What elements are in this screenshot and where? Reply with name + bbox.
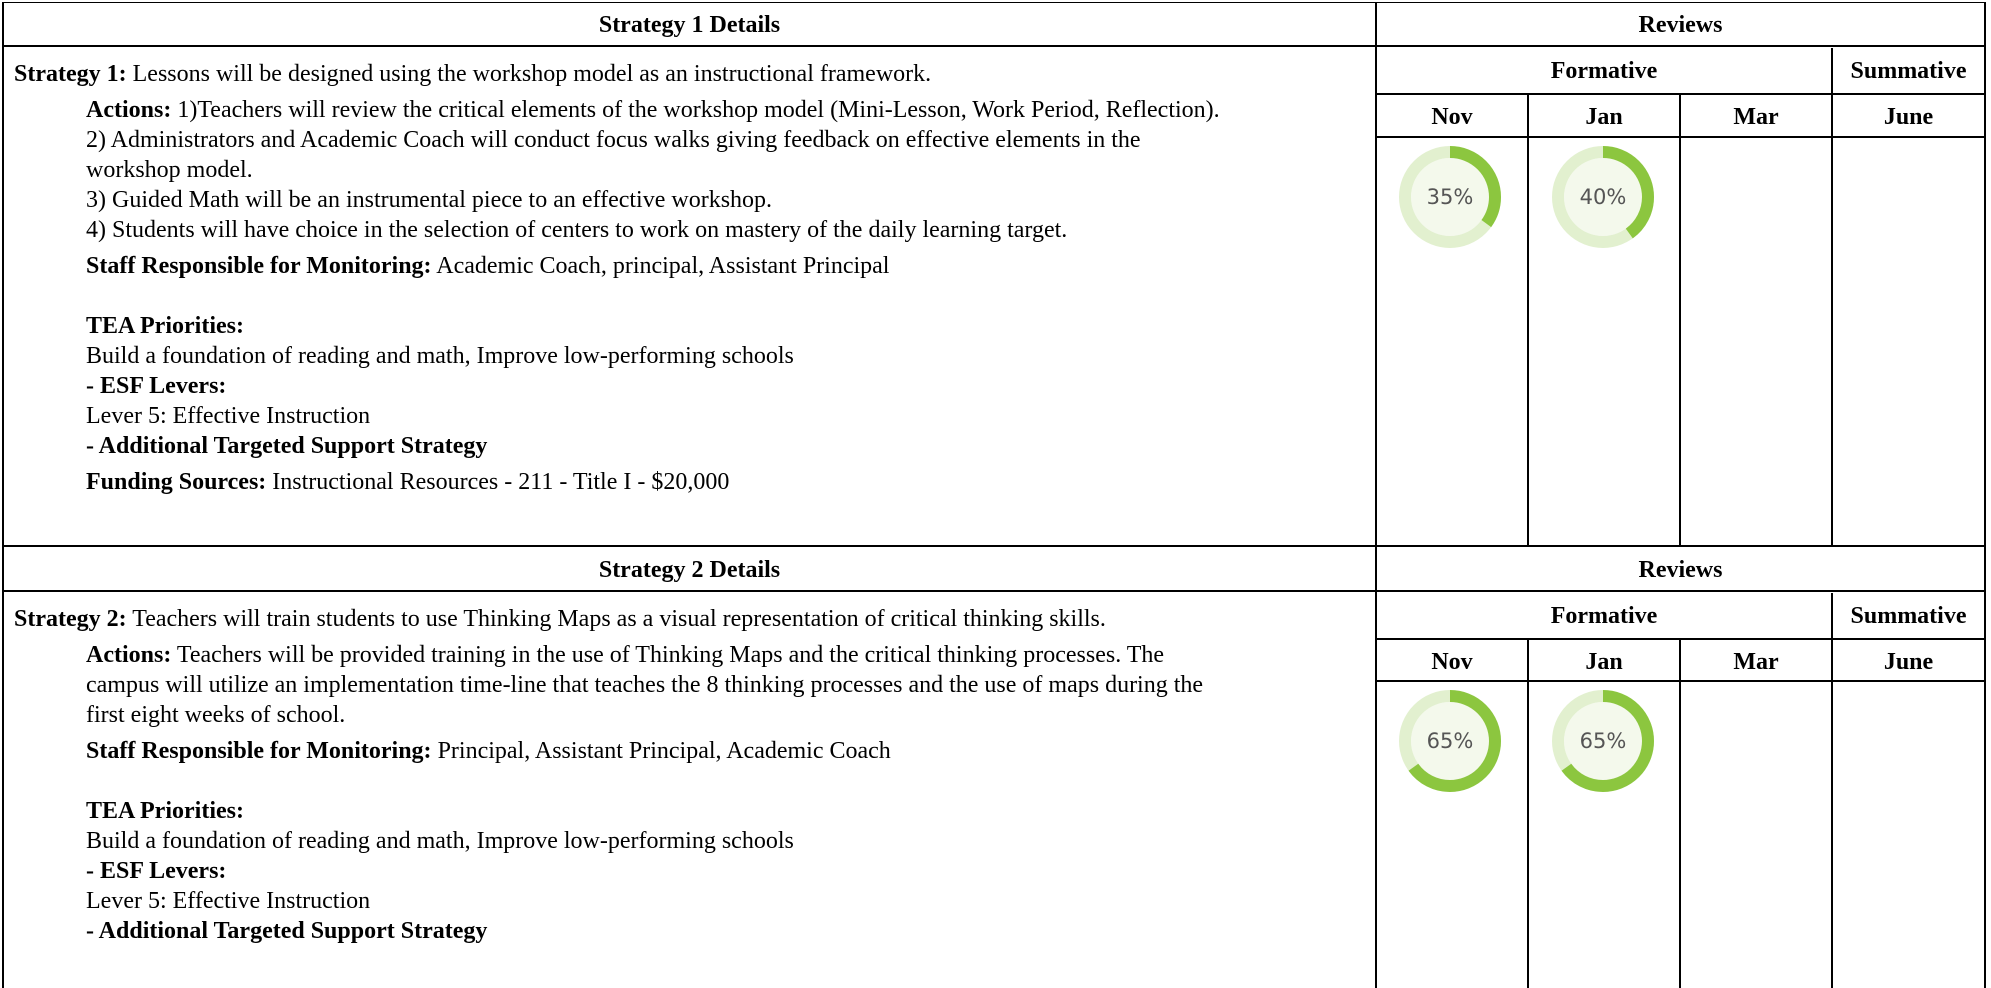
donut-percent-label: 40%: [1579, 185, 1627, 209]
month-header-nov: Nov: [1431, 104, 1473, 130]
grid-line: [1375, 638, 1984, 640]
grid-line: [1679, 640, 1681, 988]
month-header-jan: Jan: [1585, 104, 1623, 130]
donut-percent-label: 65%: [1426, 729, 1474, 753]
funding-text: Instructional Resources - 211 - Title I - $20,000: [266, 469, 730, 495]
staff-responsible: [14, 736, 1387, 766]
actions-line: first eight weeks of school.: [86, 702, 346, 728]
actions-line: 1)Teachers will review the critical elements of the workshop model (Mini-Lesson, Work Period, Reflection).: [171, 97, 1220, 123]
month-header-mar: Mar: [1733, 649, 1779, 675]
progress-donut-nov: [1398, 689, 1502, 793]
actions-label: Actions:: [86, 642, 172, 668]
strategy-statement: [14, 59, 1387, 89]
grid-line: [1527, 640, 1529, 988]
grid-line: [1375, 680, 1984, 682]
funding-label: Funding Sources:: [86, 469, 267, 495]
staff-label: Staff Responsible for Monitoring:: [86, 253, 432, 279]
reviews-header: Reviews: [1638, 12, 1723, 38]
strategy-details: [4, 59, 1387, 497]
summative-header: Summative: [1850, 603, 1967, 629]
strategy-2-table: [2, 545, 1986, 988]
actions-label: Actions:: [86, 97, 172, 123]
actions-line: 3) Guided Math will be an instrumental piece to an effective workshop.: [86, 187, 773, 213]
staff-text: Academic Coach, principal, Assistant Principal: [431, 253, 890, 279]
esf-label: - ESF Levers:: [86, 373, 227, 399]
actions-line: 4) Students will have choice in the selection of centers to work on mastery of the daily learning target.: [86, 217, 1068, 243]
staff-text: Principal, Assistant Principal, Academic Coach: [431, 738, 891, 764]
staff-responsible: [14, 251, 1387, 281]
strategy-text: Teachers will train students to use Thinking Maps as a visual representation of critical thinking skills.: [126, 606, 1106, 632]
tea-priorities: [14, 311, 1387, 461]
esf-label: - ESF Levers:: [86, 858, 227, 884]
grid-line: [4, 590, 1984, 592]
strategy-statement: [14, 604, 1387, 634]
strategy-details: [4, 604, 1387, 946]
strategy-1-table: [2, 2, 1986, 547]
month-header-nov: Nov: [1431, 649, 1473, 675]
esf-text: Lever 5: Effective Instruction: [86, 888, 371, 914]
grid-line: [1527, 95, 1529, 545]
formative-header: Formative: [1550, 603, 1658, 629]
progress-donut-nov: [1398, 145, 1502, 249]
donut-percent-label: 35%: [1426, 185, 1474, 209]
grid-line: [1679, 95, 1681, 545]
month-header-jan: Jan: [1585, 649, 1623, 675]
donut-percent-label: 65%: [1579, 729, 1627, 753]
tea-text: Build a foundation of reading and math, Improve low-performing schools: [86, 343, 794, 369]
formative-header: Formative: [1550, 58, 1658, 84]
month-header-june: June: [1883, 104, 1934, 130]
progress-donut-jan: [1551, 689, 1655, 793]
esf-text: Lever 5: Effective Instruction: [86, 403, 371, 429]
funding-sources: [14, 467, 1387, 497]
tea-label: TEA Priorities:: [86, 313, 244, 339]
actions-line: workshop model.: [86, 157, 253, 183]
actions: [14, 95, 1387, 245]
actions-line: 2) Administrators and Academic Coach will conduct focus walks giving feedback on effective elements in the: [86, 127, 1141, 153]
ats-label: - Additional Targeted Support Strategy: [86, 918, 488, 944]
staff-label: Staff Responsible for Monitoring:: [86, 738, 432, 764]
strategy-details-header: Strategy 2 Details: [598, 557, 781, 583]
ats-label: - Additional Targeted Support Strategy: [86, 433, 488, 459]
actions-line: Teachers will be provided training in the use of Thinking Maps and the critical thinking processes. The: [171, 642, 1165, 668]
grid-line: [4, 45, 1984, 47]
progress-donut-jan: [1551, 145, 1655, 249]
month-header-june: June: [1883, 649, 1934, 675]
grid-line: [1375, 93, 1984, 95]
tea-priorities: [14, 796, 1387, 946]
summative-header: Summative: [1850, 58, 1967, 84]
month-header-mar: Mar: [1733, 104, 1779, 130]
strategy-text: Lessons will be designed using the workshop model as an instructional framework.: [126, 61, 932, 87]
actions: [14, 640, 1387, 730]
actions-line: campus will utilize an implementation time-line that teaches the 8 thinking processes and the use of maps during the: [86, 672, 1204, 698]
strategy-label: Strategy 2:: [14, 606, 127, 632]
tea-label: TEA Priorities:: [86, 798, 244, 824]
tea-text: Build a foundation of reading and math, Improve low-performing schools: [86, 828, 794, 854]
strategy-label: Strategy 1:: [14, 61, 127, 87]
reviews-header: Reviews: [1638, 557, 1723, 583]
strategy-details-header: Strategy 1 Details: [598, 12, 781, 38]
grid-line: [1375, 136, 1984, 138]
